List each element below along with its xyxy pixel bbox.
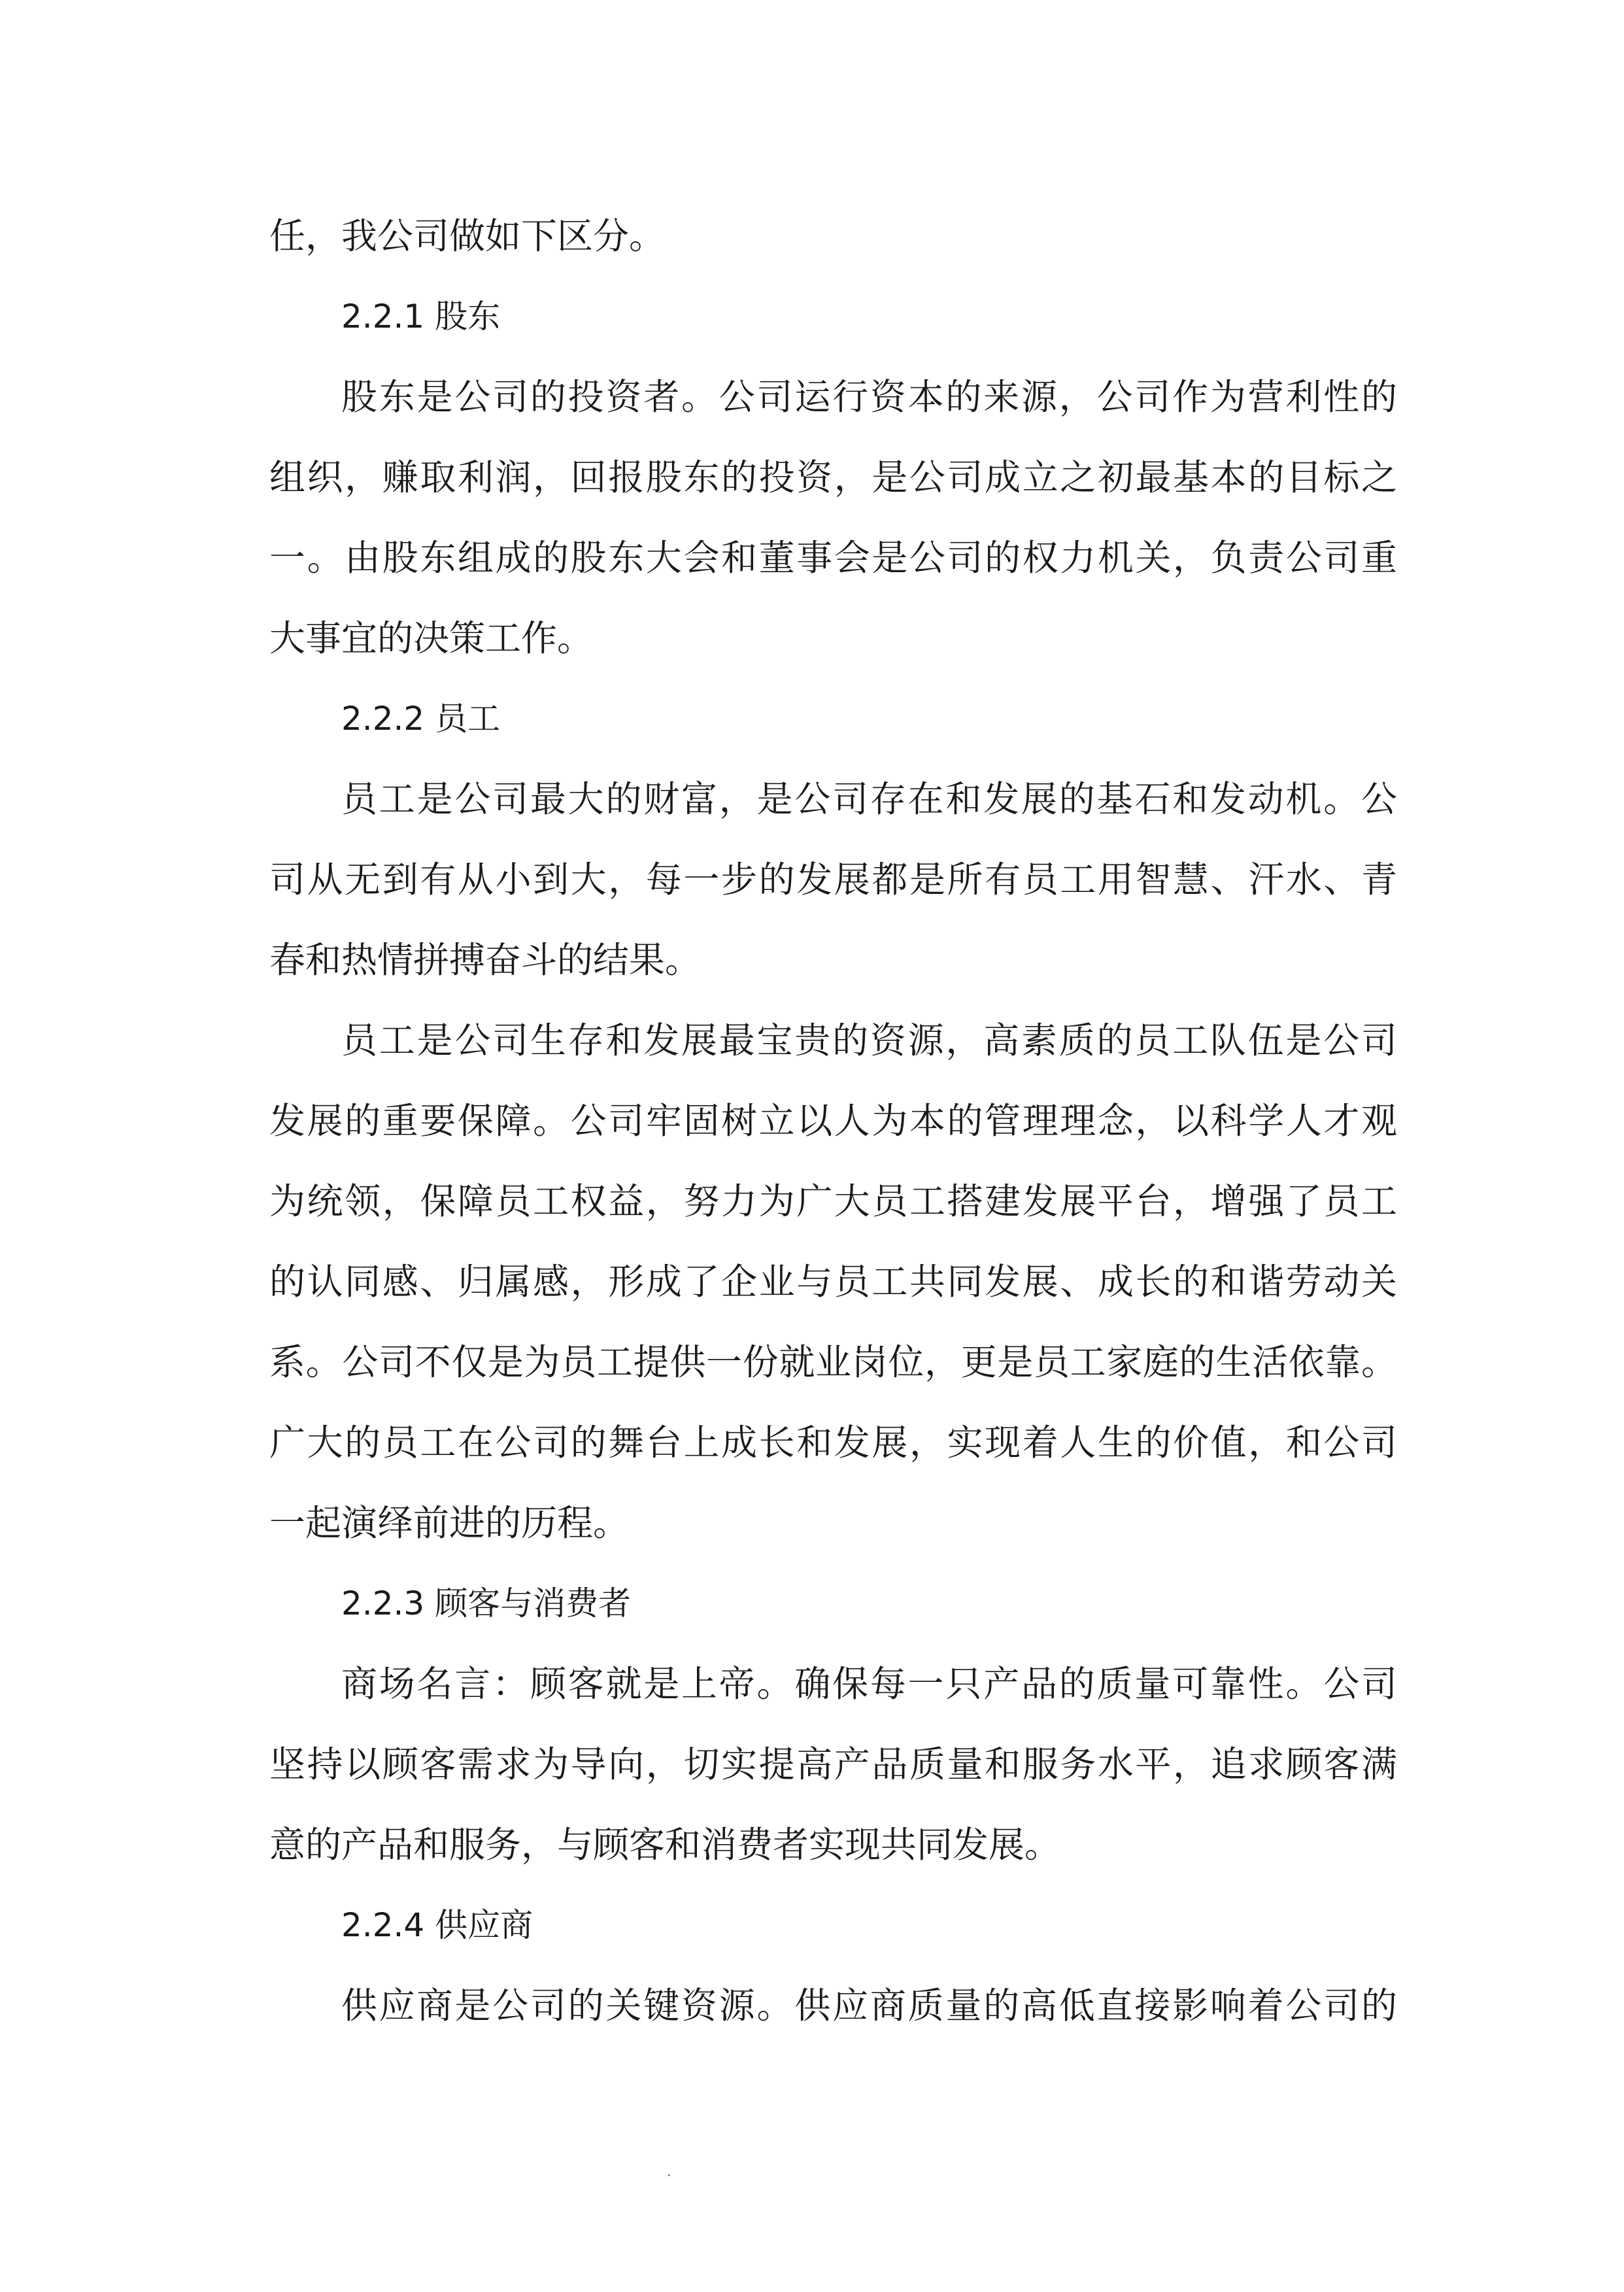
paragraph bbox=[269, 1966, 1397, 2046]
paragraph bbox=[269, 1001, 1397, 1564]
text-line: 发展的重要保障。公司牢固树立以人为本的管理理念，以科学人才观 bbox=[269, 1100, 1397, 1142]
text-line: 一起演绎前进的历程。 bbox=[269, 1502, 630, 1544]
text-line: 股东是公司的投资者。公司运行资本的来源，公司作为营利性的 bbox=[341, 376, 1397, 418]
text-line: 广大的员工在公司的舞台上成长和发展，实现着人生的价值，和公司 bbox=[269, 1422, 1397, 1463]
text-line: 为统领，保障员工权益，努力为广大员工搭建发展平台，增强了员工 bbox=[269, 1180, 1397, 1222]
text-line: 商场名言：顾客就是上帝。确保每一只产品的质量可靠性。公司 bbox=[341, 1663, 1397, 1705]
document-body bbox=[269, 196, 1397, 2046]
paragraph bbox=[269, 357, 1397, 679]
scan-speck bbox=[668, 2174, 670, 2176]
text-line: 系。公司不仅是为员工提供一份就业岗位，更是员工家庭的生活依靠。 bbox=[269, 1341, 1397, 1383]
text-line: 一。由股东组成的股东大会和董事会是公司的权力机关，负责公司重 bbox=[269, 537, 1397, 579]
section-heading: 2.2.4 供应商 bbox=[341, 1906, 533, 1944]
text-line: 供应商是公司的关键资源。供应商质量的高低直接影响着公司的 bbox=[341, 1985, 1397, 2027]
text-line: 员工是公司最大的财富，是公司存在和发展的基石和发动机。公 bbox=[341, 778, 1397, 820]
text-line: 的认同感、归属感，形成了企业与员工共同发展、成长的和谐劳动关 bbox=[269, 1261, 1397, 1303]
text-line: 春和热情拼搏奋斗的结果。 bbox=[269, 939, 702, 981]
paragraph bbox=[269, 759, 1397, 1001]
paragraph bbox=[269, 1644, 1397, 1885]
text-line: 大事宜的决策工作。 bbox=[269, 617, 594, 659]
text-line: 意的产品和服务，与顾客和消费者实现共同发展。 bbox=[269, 1824, 1061, 1866]
section-heading: 2.2.3 顾客与消费者 bbox=[341, 1584, 632, 1622]
text-line: 员工是公司生存和发展最宝贵的资源，高素质的员工队伍是公司 bbox=[341, 1019, 1397, 1061]
text-line: 司从无到有从小到大，每一步的发展都是所有员工用智慧、汗水、青 bbox=[269, 859, 1397, 900]
paragraph bbox=[269, 196, 1397, 277]
text-line: 任，我公司做如下区分。 bbox=[269, 215, 666, 257]
section-heading: 2.2.1 股东 bbox=[341, 298, 501, 335]
text-line: 坚持以顾客需求为导向，切实提高产品质量和服务水平，追求顾客满 bbox=[269, 1743, 1397, 1785]
text-line: 组织，赚取利润，回报股东的投资，是公司成立之初最基本的目标之 bbox=[269, 456, 1397, 498]
section-heading: 2.2.2 员工 bbox=[341, 700, 501, 738]
